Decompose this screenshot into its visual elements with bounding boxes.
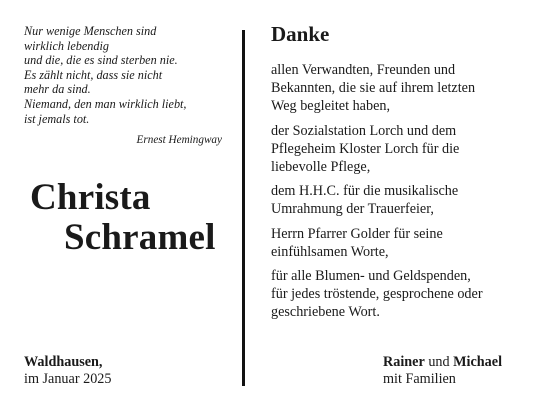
signature-connector: und: [428, 354, 450, 370]
vertical-divider: [242, 30, 245, 386]
thanks-line: für jedes tröstende, gesprochene oder: [271, 286, 483, 303]
thanks-line: für alle Blumen- und Geldspenden,: [271, 268, 471, 285]
signer-name: Rainer: [383, 354, 425, 370]
thanks-line: einfühlsamen Worte,: [271, 243, 389, 260]
thanks-item: [271, 225, 541, 261]
thanks-line: allen Verwandten, Freunden und: [271, 62, 456, 78]
quote-line: wirklich lebendig: [24, 38, 109, 53]
thanks-line: der Sozialstation Lorch und dem: [271, 122, 457, 139]
thanks-item: [271, 182, 541, 218]
thanks-line: liebevolle Pflege,: [271, 159, 371, 176]
quote-line: Nur wenige Menschen sind: [24, 24, 157, 38]
signer-name: Michael: [453, 354, 503, 370]
thanks-line: Umrahmung der Trauerfeier,: [271, 201, 434, 218]
thanks-line: Weg begleitet haben,: [271, 98, 391, 115]
place-name: Waldhausen,: [24, 354, 103, 370]
thanks-line: geschriebene Wort.: [271, 304, 380, 321]
quote-author: Ernest Hemingway: [136, 134, 222, 146]
notice-date: im Januar 2025: [24, 371, 112, 387]
signature-family: mit Familien: [383, 371, 456, 387]
deceased-name: [30, 178, 216, 258]
quote-line: Niemand, den man wirklich liebt,: [24, 96, 187, 111]
memorial-quote: [24, 24, 234, 126]
quote-line: ist jemals tot.: [24, 111, 90, 126]
thanks-item: [271, 61, 541, 116]
thanks-line: dem H.H.C. für die musikalische: [271, 183, 459, 200]
place-date: [24, 354, 111, 388]
thanks-item: [271, 267, 541, 322]
thanks-item: [271, 122, 541, 177]
quote-line: und die, die es sind sterben nie.: [24, 53, 178, 68]
quote-line: mehr da sind.: [24, 82, 91, 97]
signature-names: [383, 354, 502, 371]
last-name: Schramel: [64, 217, 216, 258]
quote-line: Es zählt nicht, dass sie nicht: [24, 67, 163, 82]
signature: [383, 354, 502, 388]
thanks-list: [271, 61, 541, 328]
thanks-line: Herrn Pfarrer Golder für seine: [271, 225, 443, 242]
thanks-line: Bekannten, die sie auf ihrem letzten: [271, 80, 476, 97]
first-name: Christa: [30, 177, 151, 218]
thanks-line: Pflegeheim Kloster Lorch für die: [271, 140, 460, 157]
thanks-heading: Danke: [271, 22, 330, 46]
